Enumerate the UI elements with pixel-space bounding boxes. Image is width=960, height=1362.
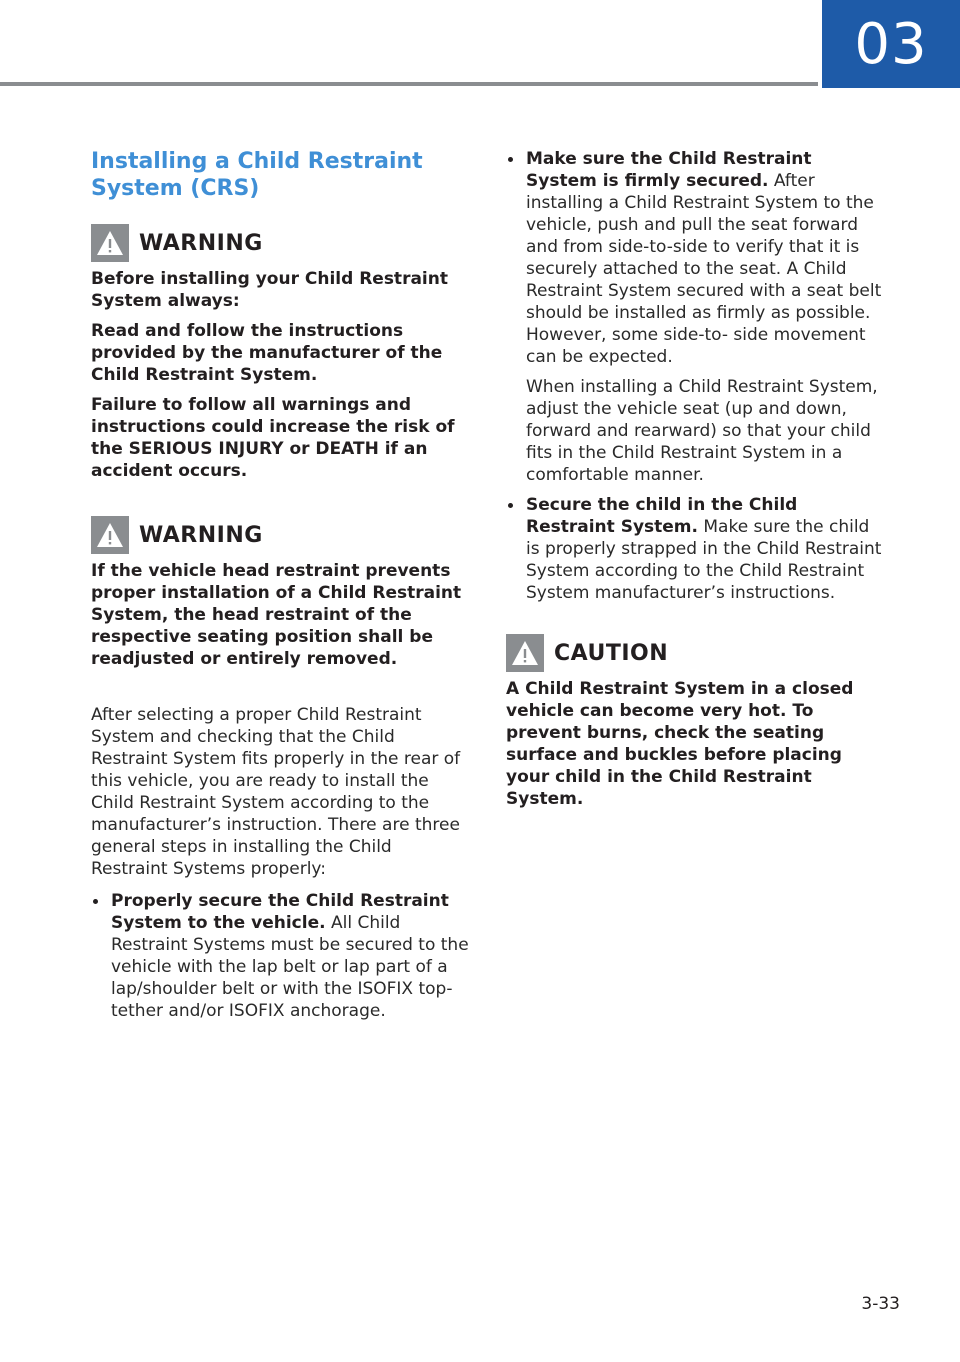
list-item	[506, 148, 886, 486]
section-title: Installing a Child Restraint System (CRS)	[91, 149, 423, 201]
warning-text: Failure to follow all warnings and instructions could increase the risk of the SERIOUS INJURY or DEATH if an accident occurs.	[91, 395, 455, 481]
bullet-dot	[508, 503, 513, 508]
bullet-text: Make sure the child is properly strapped in the Child Restraint System according to the Child Restraint System manufacturer’s instructions.	[526, 517, 882, 603]
page-number: 3-33	[861, 1294, 900, 1314]
caution-label: CAUTION	[554, 640, 669, 666]
warning-triangle-icon	[91, 224, 129, 262]
list-item	[506, 494, 886, 604]
warning-text: If the vehicle head restraint prevents proper installation of a Child Restraint System, the head restraint of the respective seating position shall be readjusted or entirely removed.	[91, 561, 462, 669]
bullet-dot	[93, 899, 98, 904]
caution-header	[506, 634, 886, 672]
bullet-lead: Properly secure the Child Restraint System to the vehicle.	[111, 891, 449, 933]
bullet-list	[506, 148, 886, 604]
warning-text: Before installing your Child Restraint System always:	[91, 269, 448, 311]
bullet-text: All Child Restraint Systems must be secured to the vehicle with the lap belt or lap part of a lap/shoulder belt or with the ISOFIX top-tether and/or ISOFIX anchorage.	[111, 913, 469, 1021]
caution-triangle-icon	[506, 634, 544, 672]
warning-label: WARNING	[139, 522, 263, 548]
warning-triangle-icon	[91, 516, 129, 554]
right-column	[506, 148, 886, 844]
list-item	[91, 890, 469, 1022]
bullet-list	[91, 890, 469, 1022]
intro-paragraph: After selecting a proper Child Restraint System and checking that the Child Restraint System fits properly in the rear of this vehicle, you are ready to install the Child Restraint System according to the manufacturer’s instruction. There are three general steps in installing the Child Restraint Systems properly:	[91, 705, 461, 879]
left-column	[91, 148, 469, 1030]
bullet-lead: Secure the child in the Child Restraint System.	[526, 495, 798, 537]
warning-box-2	[91, 516, 469, 670]
warning-box-1	[91, 224, 469, 482]
caution-text: A Child Restraint System in a closed vehicle can become very hot. To prevent burns, check the seating surface and buckles before placing your child in the Child Restraint System.	[506, 679, 854, 809]
bullet-dot	[508, 157, 513, 162]
chapter-tab: 03	[822, 0, 960, 88]
warning-text: Read and follow the instructions provided by the manufacturer of the Child Restraint System.	[91, 321, 443, 385]
warning-header	[91, 516, 469, 554]
bullet-text: After installing a Child Restraint System to the vehicle, push and pull the seat forward and from side-to-side to verify that it is securely attached to the seat. A Child Restraint System secured with a seat belt should be installed as firmly as possible. However, some side-to- side movement can be expected.	[526, 171, 882, 367]
warning-header	[91, 224, 469, 262]
warning-label: WARNING	[139, 230, 263, 256]
header-rule	[0, 82, 818, 86]
bullet-lead: Make sure the Child Restraint System is firmly secured.	[526, 149, 812, 191]
caution-box	[506, 634, 886, 810]
bullet-subparagraph: When installing a Child Restraint System, adjust the vehicle seat (up and down, forward and rearward) so that your child fits in the Child Restraint System in a comfortable manner.	[526, 377, 878, 485]
